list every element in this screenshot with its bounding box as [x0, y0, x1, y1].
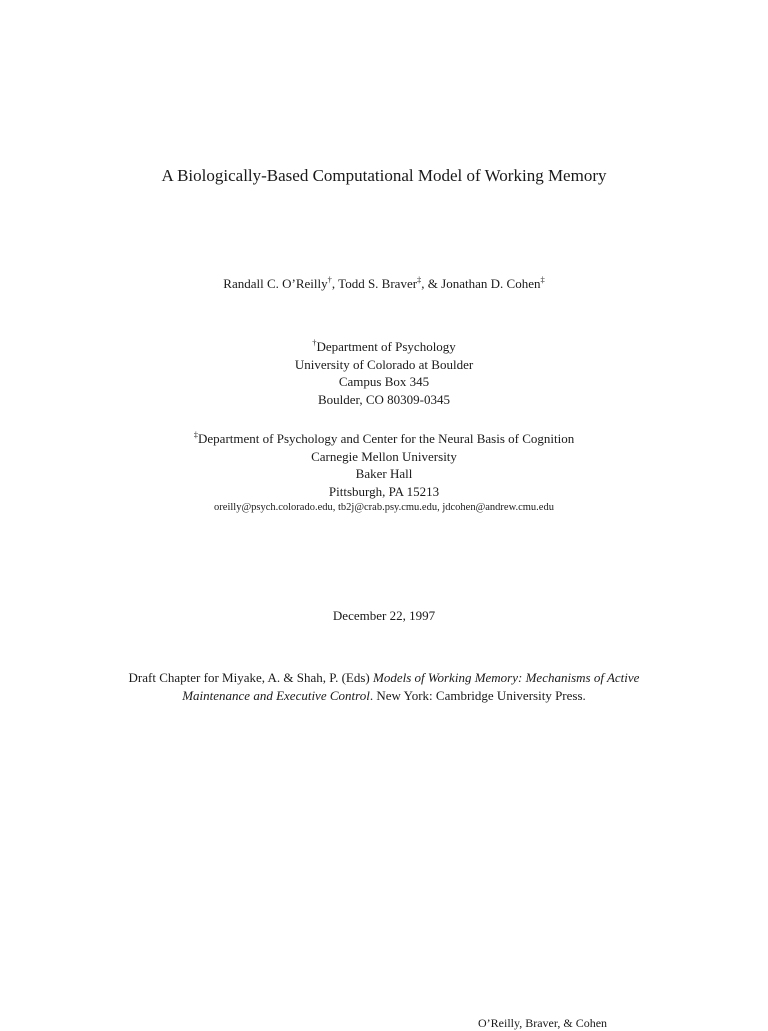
author-separator: , — [331, 276, 339, 291]
affiliation-line: Pittsburgh, PA 15213 — [328, 483, 440, 499]
affiliation-line: Carnegie Mellon University — [311, 448, 457, 464]
draft-note-prefix: Draft Chapter for Miyake, A. & Shah, P. (Eds) — [128, 670, 373, 685]
draft-note — [0, 669, 768, 704]
paper-title: A Biologically-Based Computational Model of Working Memory — [161, 166, 607, 185]
affiliation-block-colorado — [0, 338, 768, 408]
author-separator: , & — [421, 276, 442, 291]
affiliation-mark: ‡ — [193, 429, 199, 440]
affiliation-mark: † — [327, 274, 332, 285]
affiliation-department: Department of Psychology and Center for the Neural Basis of Cognition — [198, 431, 575, 446]
affiliation-line: Baker Hall — [355, 466, 413, 481]
affiliation-line — [0, 430, 768, 448]
affiliation-block-cmu — [0, 430, 768, 515]
book-title: Models of Working Memory: Mechanisms of Active — [372, 670, 640, 685]
affiliation-line — [0, 338, 768, 356]
affiliation-line: Campus Box 345 — [338, 374, 430, 389]
draft-note-suffix: . New York: Cambridge University Press. — [369, 687, 586, 703]
book-title: Maintenance and Executive Control — [182, 687, 370, 703]
author-name: Jonathan D. Cohen — [441, 276, 541, 291]
document-date: December 22, 1997 — [332, 608, 436, 623]
running-head: O’Reilly, Braver, & Cohen — [478, 1016, 608, 1030]
affiliation-mark: ‡ — [540, 274, 545, 285]
affiliation-mark: † — [312, 337, 317, 348]
author-name: Todd S. Braver — [338, 276, 418, 291]
draft-note-line-2 — [0, 687, 768, 705]
email-addresses: oreilly@psych.colorado.edu, tb2j@crab.psy.cmu.edu, jdcohen@andrew.cmu.edu — [214, 502, 554, 513]
draft-note-line-1 — [0, 669, 768, 687]
author-list — [0, 275, 768, 293]
affiliation-mark: ‡ — [417, 274, 422, 285]
affiliation-line: University of Colorado at Boulder — [294, 356, 474, 372]
author-name: Randall C. O’Reilly — [223, 276, 328, 291]
affiliation-line: Boulder, CO 80309-0345 — [318, 391, 450, 407]
affiliation-department: Department of Psychology — [316, 339, 456, 354]
